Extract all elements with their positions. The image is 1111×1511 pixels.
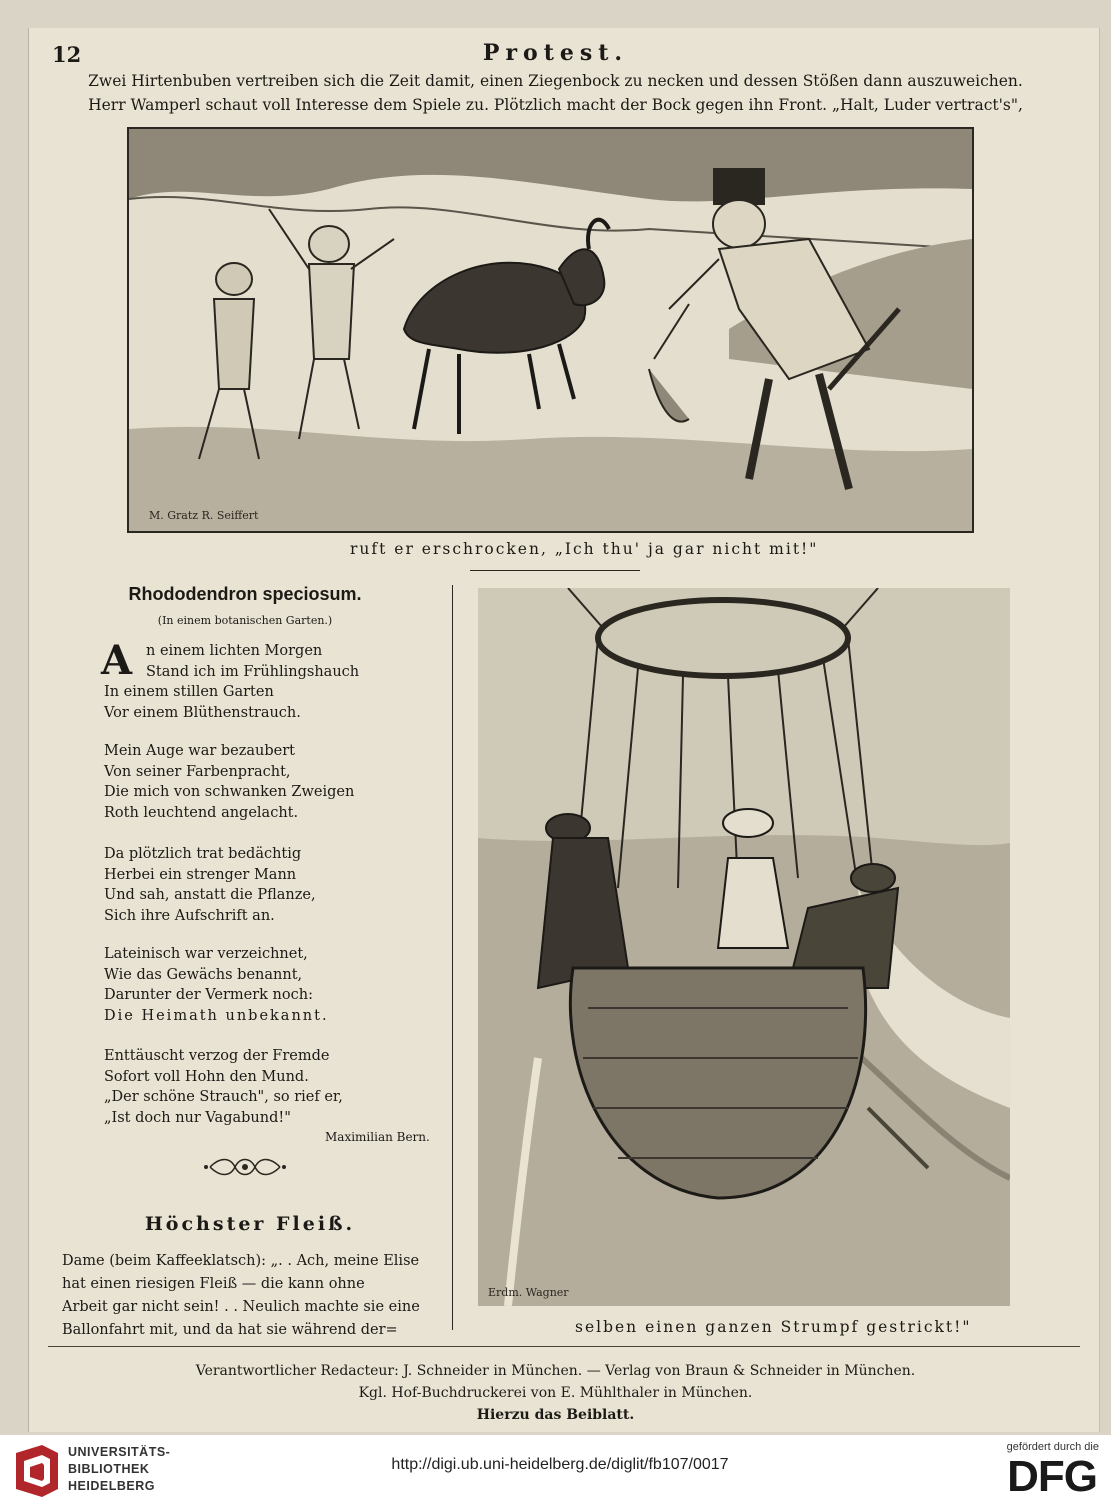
page-number: 12 xyxy=(52,42,82,67)
footer-line-3: Hierzu das Beiblatt. xyxy=(476,1407,635,1423)
illustration-balloon xyxy=(478,588,1010,1306)
verse-line: Roth leuchtend angelacht. xyxy=(104,804,299,821)
verse-line: Sofort voll Hohn den Mund. xyxy=(104,1068,309,1085)
illustration-goat-scene xyxy=(127,127,974,533)
verse-line: Und sah, anstatt die Pflanze, xyxy=(104,887,316,903)
verse-line: Die Heimath unbekannt. xyxy=(104,1007,329,1024)
balloon-caption: selben einen ganzen Strumpf gestrickt!" xyxy=(575,1318,972,1336)
source-url-link[interactable]: http://digi.ub.uni-heidelberg.de/diglit/fb107/0017 xyxy=(391,1456,729,1473)
poem-author: Maximilian Bern. xyxy=(325,1130,430,1144)
goat-scene-drawing xyxy=(129,129,972,531)
verse-line: Von seiner Farbenpracht, xyxy=(104,763,291,780)
intro-line-1: Zwei Hirtenbuben vertreiben sich die Zeit damit, einen Ziegenbock zu necken und dessen Stößen dann auszuweichen. xyxy=(88,72,1023,90)
poem-stanza-3 xyxy=(104,844,316,926)
poem-subtitle: (In einem botanischen Garten.) xyxy=(157,614,333,627)
ornament-icon xyxy=(200,1152,290,1182)
verse-line: „Der schöne Strauch", so rief er, xyxy=(104,1089,343,1105)
column-divider xyxy=(452,585,453,1330)
poem-stanza-4 xyxy=(104,944,329,1026)
funded-by-label: gefördert durch die xyxy=(1006,1441,1099,1453)
verse-line: Mein Auge war bezaubert xyxy=(104,743,295,759)
verse-line: Herbei ein strenger Mann xyxy=(104,866,297,883)
poem-first-line xyxy=(146,641,359,682)
library-name-line-1: UNIVERSITÄTS- xyxy=(68,1445,171,1459)
caption-rule xyxy=(470,570,640,571)
top-caption: ruft er erschrocken, „Ich thu' ja gar nicht mit!" xyxy=(350,540,819,558)
verse-line: Enttäuscht verzog der Fremde xyxy=(104,1048,330,1064)
joke-text xyxy=(62,1250,442,1342)
prose-line: Ballonfahrt mit, und da hat sie während der= xyxy=(62,1322,398,1338)
balloon-drawing xyxy=(478,588,1010,1306)
verse-line: In einem stillen Garten xyxy=(104,684,274,700)
illustration-signature-top: M. Gratz R. Seiffert xyxy=(149,509,259,522)
poem-drop-cap: A xyxy=(101,637,133,684)
verse-line: Lateinisch war verzeichnet, xyxy=(104,946,308,962)
joke-heading: Höchster Fleiß. xyxy=(144,1213,356,1235)
verse-line: Vor einem Blüthenstrauch. xyxy=(104,704,301,721)
verse-line: Stand ich im Frühlingshauch xyxy=(146,663,360,680)
library-name-line-2: BIBLIOTHEK xyxy=(68,1462,150,1476)
verse-line: Sich ihre Aufschrift an. xyxy=(104,907,275,924)
prose-line: Dame (beim Kaffeeklatsch): „. . Ach, meine Elise xyxy=(62,1253,420,1269)
poem-stanza-2 xyxy=(104,741,354,823)
university-logo-icon xyxy=(12,1443,62,1499)
poem-stanza-1-rest xyxy=(104,682,301,723)
intro-line-2: Herr Wamperl schaut voll Interesse dem Spiele zu. Plötzlich macht der Bock gegen ihn Front. „Halt, Luder vertract's", xyxy=(88,96,1023,114)
library-name-line-3: HEIDELBERG xyxy=(68,1479,155,1493)
poem-stanza-5 xyxy=(104,1046,343,1128)
verse-line: Da plötzlich trat bedächtig xyxy=(104,846,302,862)
footer-line-1: Verantwortlicher Redacteur: J. Schneider in München. — Verlag von Braun & Schneider in München. xyxy=(195,1363,916,1379)
poem-title: Rhododendron speciosum. xyxy=(128,584,362,604)
verse-line: Die mich von schwanken Zweigen xyxy=(104,784,355,800)
verse-line: n einem lichten Morgen xyxy=(146,643,323,659)
footer-line-2: Kgl. Hof-Buchdruckerei von E. Mühlthaler in München. xyxy=(358,1385,753,1401)
verse-line: „Ist doch nur Vagabund!" xyxy=(104,1109,291,1126)
verse-line: Wie das Gewächs benannt, xyxy=(104,966,303,983)
illustration-signature-balloon: Erdm. Wagner xyxy=(488,1286,569,1299)
prose-line: hat einen riesigen Fleiß — die kann ohne xyxy=(62,1276,365,1292)
prose-line: Arbeit gar nicht sein! . . Neulich machte sie eine xyxy=(62,1299,420,1315)
dfg-logo: DFG xyxy=(1007,1452,1097,1501)
verse-line: Darunter der Vermerk noch: xyxy=(104,987,313,1003)
footer-rule xyxy=(48,1346,1080,1347)
page-title: Protest. xyxy=(482,40,629,66)
